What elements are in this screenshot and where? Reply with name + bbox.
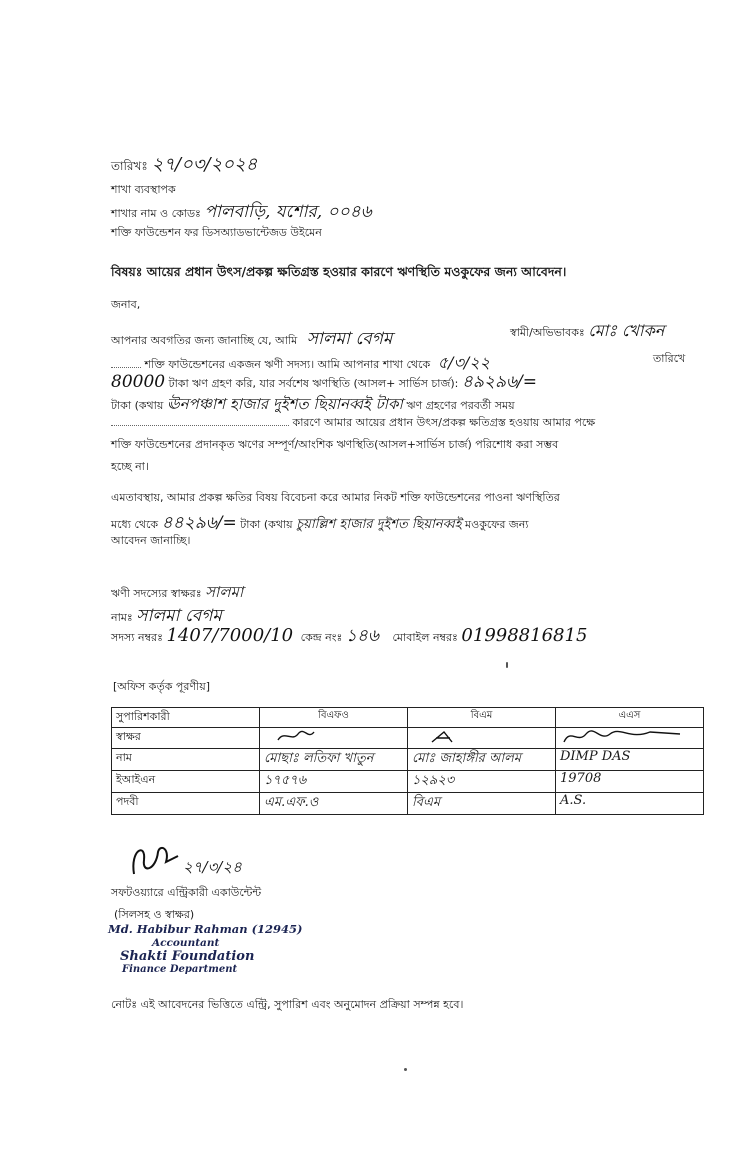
center-number: ১৪৬ <box>345 626 379 646</box>
balance-words-hw: ঊনপঞ্চাশ হাজার দুইশত ছিয়ানব্বই টাকা <box>166 395 403 413</box>
table-row <box>112 728 704 749</box>
applicant-signature: সালমা <box>205 583 244 601</box>
row-label: নাম <box>112 749 260 771</box>
subject: বিষয়ঃ আয়ের প্রধান উৎস/প্রকল্প ক্ষতিগ্রস্ত হওয়ার কারণে ঋণস্থিতি মওকুফের জন্য আবেদন। <box>111 264 567 279</box>
body-text: মওকুফের জন্য <box>464 518 529 531</box>
signature-cell <box>260 728 408 749</box>
loan-date-hw: ৫/৩/২২ <box>437 353 491 372</box>
table-cell: ১৭৫৭৬ <box>260 771 408 793</box>
applicant-name-hw: সালমা বেগম <box>306 329 393 349</box>
table-header-row <box>112 708 704 728</box>
branch-manager: শাখা ব্যবস্থাপক <box>111 183 176 196</box>
stamp-org: Shakti Foundation <box>120 949 255 964</box>
member-number: 1407/7000/10 <box>166 625 294 646</box>
blank-dots <box>111 367 141 368</box>
table-cell: ১২৯২৩ <box>408 771 556 793</box>
body-text: শক্তি ফাউন্ডেশনের একজন ঋণী সদস্য। আমি আপনার শাখা থেকে <box>144 358 431 371</box>
request-line-3: আবেদন জানাচ্ছি। <box>111 534 191 547</box>
salutation: জনাব, <box>111 298 141 311</box>
table-header-cell: সুপারিশকারী <box>112 708 260 728</box>
signature-scribble <box>412 728 472 744</box>
footer-note: নোটঃ এই আবেদনের ভিত্তিতে এন্ট্রি, সুপারিশ এবং অনুমোদন প্রক্রিয়া সম্পন্ন হবে। <box>111 998 464 1011</box>
date-suffix: তারিখে <box>653 352 686 365</box>
mobile-label: মোবাইল নম্বরঃ <box>392 631 458 644</box>
guardian-line <box>510 318 664 345</box>
mobile-number: 01998816815 <box>461 625 588 646</box>
table-header-cell: বিএম <box>408 708 556 728</box>
seal-note: (সিলসহ ও স্বাক্ষর) <box>114 908 195 921</box>
request-line-1: এমতাবস্থায়, আমার প্রকল্প ক্ষতির বিষয় বিবেচনা করে আমার নিকট শক্তি ফাউন্ডেশনের পাওনা ঋণস্থিতির <box>111 491 560 504</box>
table-cell: বিএম <box>408 793 556 815</box>
office-approval-table <box>111 707 704 815</box>
row-label: ইআইএন <box>112 771 260 793</box>
applicant-name: সালমা বেগম <box>136 606 222 626</box>
body-text: টাকা (কথায় <box>240 518 293 531</box>
body-text: আপনার অবগতির জন্য জানাচ্ছি যে, আমি <box>111 334 298 347</box>
office-section-title: [অফিস কর্তৃক পূরণীয়] <box>113 680 210 693</box>
speck <box>404 1068 407 1071</box>
guardian-label: স্বামী/অভিভাবকঃ <box>510 326 585 339</box>
table-cell: মোঃ জাহাঙ্গীর আলম <box>408 749 556 771</box>
signature-scribble <box>560 728 690 744</box>
accountant-sig-date: ২৭/৩/২৪ <box>183 858 242 876</box>
body-line-5 <box>111 414 595 433</box>
accountant-role: সফটওয়্যারে এন্ট্রিকারী একাউন্টেন্ট <box>111 886 262 899</box>
loan-amount-hw: 80000 <box>111 372 166 392</box>
name-label: নামঃ <box>111 611 133 624</box>
table-row <box>112 749 704 771</box>
body-text: মধ্যে থেকে <box>111 518 159 531</box>
body-line-6: শক্তি ফাউন্ডেশনের প্রদানকৃত ঋণের সম্পূর্ণ/আংশিক ঋণস্থিতি(আসল+সার্ভিস চার্জ) পরিশোধ করা সম্ভব <box>111 438 559 451</box>
center-label: কেন্দ্র নংঃ <box>300 631 343 644</box>
date-value: ২৭/০৩/২০২৪ <box>151 154 258 175</box>
date-line <box>111 150 257 181</box>
stamp-dept: Finance Department <box>122 964 238 975</box>
table-header-cell: বিএফও <box>260 708 408 728</box>
org-line: শক্তি ফাউন্ডেশন ফর ডিসঅ্যাডভান্টেজড উইমেন <box>111 226 322 239</box>
stamp-title: Accountant <box>152 937 220 949</box>
signature-cell <box>408 728 556 749</box>
branch-line <box>111 199 372 227</box>
balance-amount-hw: ৪৯২৯৬/= <box>461 372 538 392</box>
table-cell: 19708 <box>556 771 704 793</box>
table-row <box>112 793 704 815</box>
table-cell: A.S. <box>556 793 704 815</box>
body-line-7: হচ্ছে না। <box>111 460 149 473</box>
signature-cell <box>556 728 704 749</box>
body-text: টাকা (কথায় <box>111 399 164 412</box>
accountant-signature <box>126 840 186 880</box>
row-label: পদবী <box>112 793 260 815</box>
body-text: টাকা ঋণ গ্রহণ করি, যার সর্বশেষ ঋণস্থিতি (আসল+ সার্ভিস চার্জ): <box>168 377 459 390</box>
speck <box>506 662 508 668</box>
member-label: সদস্য নম্বরঃ <box>111 631 163 644</box>
blank-dots <box>111 425 289 426</box>
body-text: ঋণ গ্রহণের পরবর্তী সময় <box>406 399 515 412</box>
row-label: স্বাক্ষর <box>112 728 260 749</box>
table-header-cell: এএস <box>556 708 704 728</box>
applicant-ids-line <box>111 623 587 651</box>
date-label: তারিখঃ <box>111 159 148 173</box>
signature-label: ঋণী সদস্যের স্বাক্ষরঃ <box>111 587 202 600</box>
branch-value: পালবাড়ি, যশোর, ০০৪৬ <box>204 202 372 222</box>
table-cell: মোছাঃ লতিফা খাতুন <box>260 749 408 771</box>
table-cell: এম.এফ.ও <box>260 793 408 815</box>
waive-words-hw: চুয়াল্লিশ হাজার দুইশত ছিয়ানব্বই <box>296 517 462 532</box>
stamp-name: Md. Habibur Rahman (12945) <box>108 922 303 936</box>
signature-scribble <box>264 728 324 744</box>
branch-label: শাখার নাম ও কোডঃ <box>111 207 201 220</box>
guardian-name-hw: মোঃ খোকন <box>588 321 665 340</box>
table-row <box>112 771 704 793</box>
body-text: কারণে আমার আয়ের প্রধান উৎস/প্রকল্প ক্ষতিগ্রস্ত হওয়ায় আমার পক্ষে <box>292 416 596 429</box>
waive-amount-hw: ৪৪২৯৬/= <box>161 513 237 533</box>
table-cell: DIMP DAS <box>556 749 704 771</box>
